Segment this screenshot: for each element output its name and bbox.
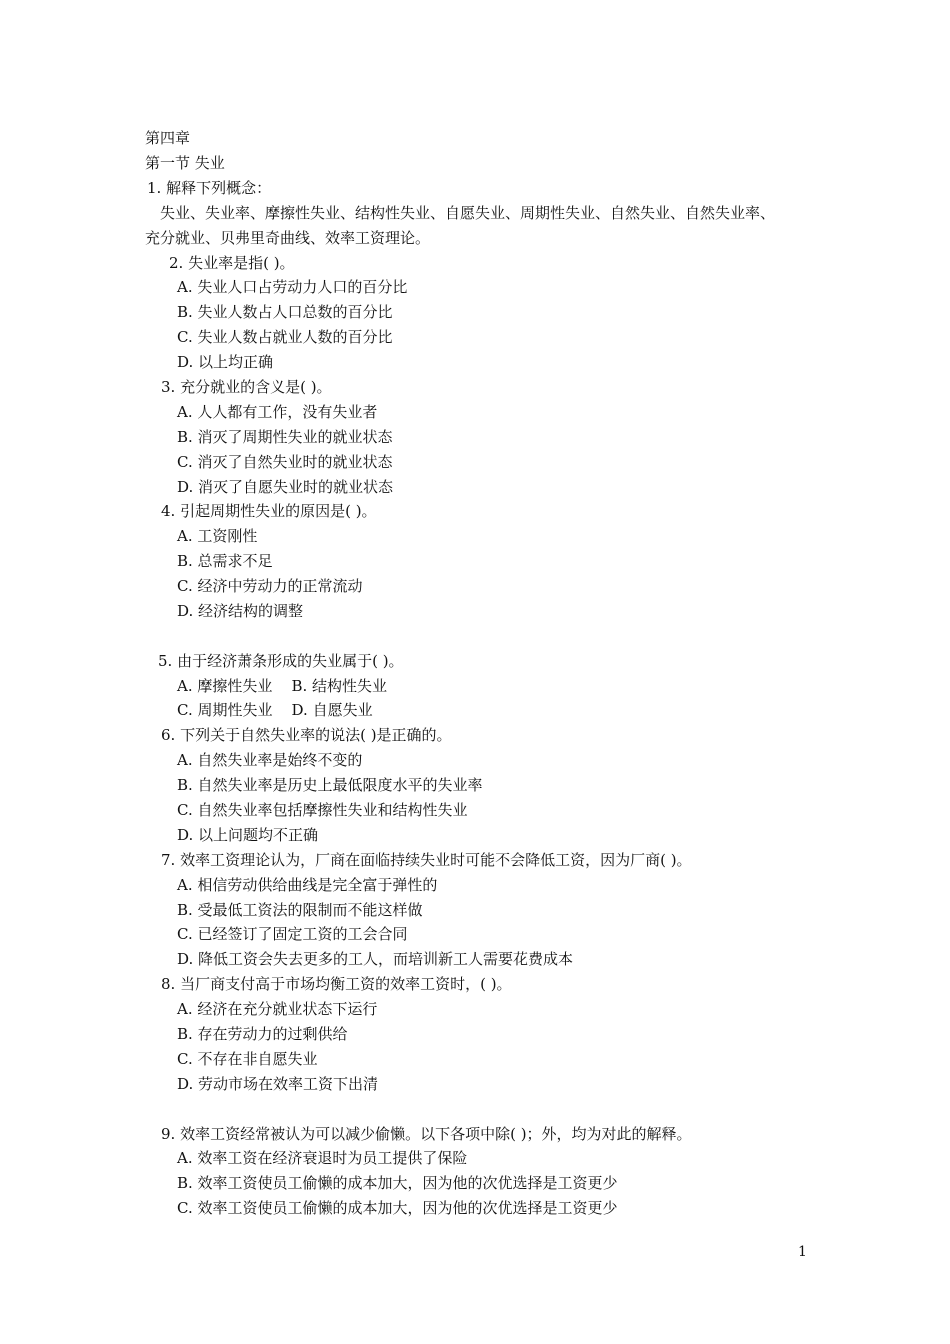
q6-stem: 6. 下列关于自然失业率的说法( )是正确的。 [161,726,452,744]
q8-option-a: A. 经济在充分就业状态下运行 [177,1000,378,1018]
page-number: 1 [798,1244,807,1260]
q5-options-row2: C. 周期性失业 D. 自愿失业 [177,701,373,719]
q3-option-c: C. 消灭了自然失业时的就业状态 [177,453,393,471]
q9-option-b: B. 效率工资使员工偷懒的成本加大，因为他的次优选择是工资更少 [177,1174,618,1192]
q5-options-row1: A. 摩擦性失业 B. 结构性失业 [177,677,388,695]
q7-option-b: B. 受最低工资法的限制而不能这样做 [177,901,423,919]
q6-option-a: A. 自然失业率是始终不变的 [177,751,363,769]
q8-stem: 8. 当厂商支付高于市场均衡工资的效率工资时，( )。 [161,975,512,993]
q6-option-d: D. 以上问题均不正确 [177,826,319,844]
q3-option-b: B. 消灭了周期性失业的就业状态 [177,428,393,446]
q9-option-a: A. 效率工资在经济衰退时为员工提供了保险 [177,1149,468,1167]
q8-option-b: B. 存在劳动力的过剩供给 [177,1025,348,1043]
q6-option-c: C. 自然失业率包括摩擦性失业和结构性失业 [177,801,468,819]
q1-terms-line2: 充分就业、贝弗里奇曲线、效率工资理论。 [145,229,431,247]
q2-option-d: D. 以上均正确 [177,353,274,371]
q2-option-b: B. 失业人数占人口总数的百分比 [177,303,393,321]
q3-option-a: A. 人人都有工作，没有失业者 [177,403,378,421]
q9-stem: 9. 效率工资经常被认为可以减少偷懒。以下各项中除( )；外，均为对此的解释。 [161,1125,692,1143]
q7-stem: 7. 效率工资理论认为，厂商在面临持续失业时可能不会降低工资，因为厂商( )。 [161,851,692,869]
q5-stem: 5. 由于经济萧条形成的失业属于( )。 [158,652,404,670]
q2-stem: 2. 失业率是指( )。 [169,254,295,272]
q9-option-c: C. 效率工资使员工偷懒的成本加大，因为他的次优选择是工资更少 [177,1199,618,1217]
q4-option-d: D. 经济结构的调整 [177,602,304,620]
section-heading: 第一节 失业 [145,154,225,172]
q2-option-c: C. 失业人数占就业人数的百分比 [177,328,393,346]
q4-option-c: C. 经济中劳动力的正常流动 [177,577,363,595]
q6-option-b: B. 自然失业率是历史上最低限度水平的失业率 [177,776,483,794]
q7-option-d: D. 降低工资会失去更多的工人，而培训新工人需要花费成本 [177,950,574,968]
q2-option-a: A. 失业人口占劳动力人口的百分比 [177,278,408,296]
q1-terms-line1: 失业、失业率、摩擦性失业、结构性失业、自愿失业、周期性失业、自然失业、自然失业率、 [160,204,776,222]
q7-option-a: A. 相信劳动供给曲线是完全富于弹性的 [177,876,438,894]
q4-option-b: B. 总需求不足 [177,552,273,570]
q4-stem: 4. 引起周期性失业的原因是( )。 [161,502,377,520]
chapter-heading: 第四章 [145,129,191,147]
q8-option-d: D. 劳动市场在效率工资下出清 [177,1075,379,1093]
q7-option-c: C. 已经签订了固定工资的工会合同 [177,925,408,943]
q8-option-c: C. 不存在非自愿失业 [177,1050,318,1068]
q4-option-a: A. 工资刚性 [177,527,258,545]
q1-title: 1. 解释下列概念： [147,179,272,197]
q3-stem: 3. 充分就业的含义是( )。 [161,378,332,396]
q3-option-d: D. 消灭了自愿失业时的就业状态 [177,478,394,496]
